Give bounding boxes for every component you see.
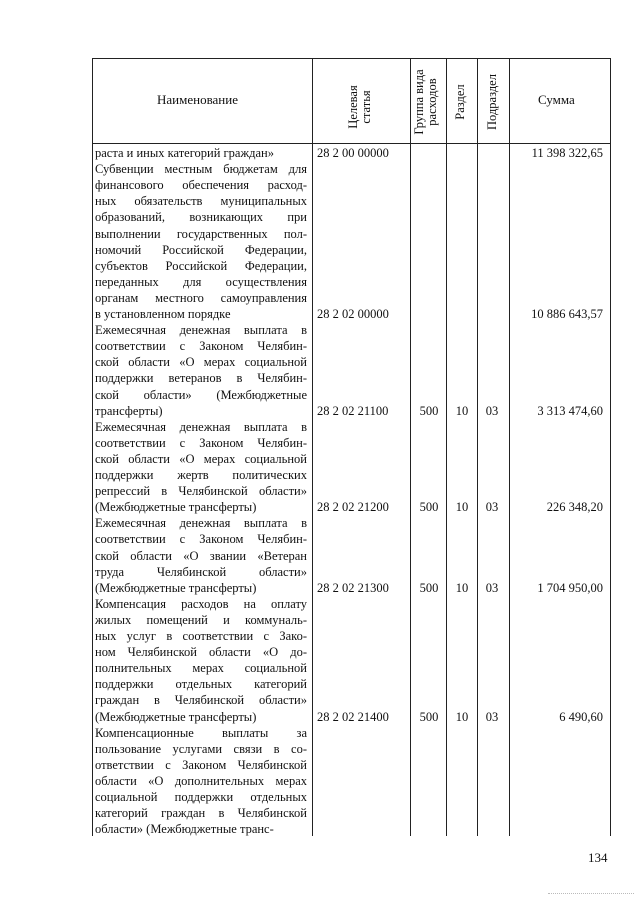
row-name-line: (Межбюджетные трансферты) xyxy=(95,500,257,515)
row-name-line: в установленном порядке xyxy=(95,307,231,321)
row-name-line: раста и иных категорий граждан» xyxy=(95,146,274,160)
row-name-line: номочий Российской Федерации, xyxy=(95,242,307,257)
row-name-line: социальной поддержки отдельных xyxy=(95,790,307,804)
row-name-line: поддержки отдельных категорий xyxy=(95,677,307,692)
row-sum: 3 313 474,60 xyxy=(537,403,603,418)
row-name-line: образований, возникающих при xyxy=(95,210,307,225)
row-sum: 6 490,60 xyxy=(559,709,603,724)
row-name-line: полнительных мерах социальной xyxy=(95,661,307,676)
row-name-line: области» (Межбюджетные транс- xyxy=(95,822,274,837)
page-number: 134 xyxy=(588,850,608,865)
row-name-line: соответствии с Законом Челябин- xyxy=(95,435,307,450)
row-name-line: органам местного самоуправления xyxy=(95,290,307,305)
row-name-line: трансферты) xyxy=(95,403,163,418)
row-expense-group: 500 xyxy=(419,709,439,724)
row-name-line: Компенсационные выплаты за xyxy=(95,725,307,740)
row-section: 10 xyxy=(455,500,469,515)
row-subsection: 03 xyxy=(485,500,499,515)
row-name-line: репрессий в Челябинской области» xyxy=(95,484,307,499)
table-border-top xyxy=(92,58,611,59)
row-name-line: жилых помещений и коммуналь- xyxy=(95,612,307,627)
table-border-right xyxy=(610,58,611,836)
row-name-line: финансового обеспечения расход- xyxy=(95,178,307,193)
row-name-line: Ежемесячная денежная выплата в xyxy=(95,419,307,434)
row-target-article: 28 2 02 21400 xyxy=(317,709,389,724)
row-name-line: пользование услугами связи в со- xyxy=(95,741,307,756)
row-name-line: ской области» (Межбюджетные xyxy=(95,387,307,402)
column-divider xyxy=(312,58,313,836)
row-name-line: выполнении государственных пол- xyxy=(95,226,307,241)
row-expense-group: 500 xyxy=(419,580,439,595)
table-border-left xyxy=(92,58,93,836)
row-name-line: поддержки ветеранов в Челябин- xyxy=(95,371,307,386)
row-name-line: Компенсация расходов на оплату xyxy=(95,596,307,611)
row-name-line: ской области «О мерах социальной xyxy=(95,451,307,466)
row-name-line: (Межбюджетные трансферты) xyxy=(95,709,257,724)
row-target-article: 28 2 00 00000 xyxy=(317,146,389,160)
row-sum: 10 886 643,57 xyxy=(531,307,603,321)
column-divider xyxy=(446,58,447,836)
row-sum: 11 398 322,65 xyxy=(531,146,603,160)
row-name-line: субъектов Российской Федерации, xyxy=(95,258,307,273)
row-section: 10 xyxy=(455,580,469,595)
row-name-line: ской области «О звании «Ветеран xyxy=(95,548,307,563)
row-name-line: ных обязательств муниципальных xyxy=(95,194,307,209)
row-name-line: Субвенции местным бюджетам для xyxy=(95,162,307,177)
row-name-line: ных услуг в соответствии с Зако- xyxy=(95,629,307,643)
header-target-article: Целевая статья xyxy=(346,85,373,129)
row-target-article: 28 2 02 21100 xyxy=(317,403,389,418)
column-divider xyxy=(410,58,411,836)
row-name-line: граждан в Челябинской области» xyxy=(95,693,307,708)
row-target-article: 28 2 02 21200 xyxy=(317,500,389,515)
row-name-line: ном Челябинской области «О до- xyxy=(95,645,307,660)
header-expense-group: Группа вида расходов xyxy=(412,69,439,135)
header-section: Раздел xyxy=(453,84,467,120)
row-name-line: переданных для осуществления xyxy=(95,274,307,289)
row-expense-group: 500 xyxy=(419,500,439,515)
row-name-line: области «О дополнительных мерах xyxy=(95,773,307,788)
row-name-line: категорий граждан в Челябинской xyxy=(95,806,307,821)
row-name-line: ской области «О мерах социальной xyxy=(95,355,307,370)
row-target-article: 28 2 02 00000 xyxy=(317,307,389,321)
row-subsection: 03 xyxy=(485,580,499,595)
header-name: Наименование xyxy=(157,92,238,107)
header-divider xyxy=(92,143,611,144)
header-sum: Сумма xyxy=(538,92,575,107)
row-section: 10 xyxy=(455,709,469,724)
row-name-line: труда Челябинской области» xyxy=(95,564,307,579)
row-sum: 226 348,20 xyxy=(546,500,603,515)
row-subsection: 03 xyxy=(485,403,499,418)
row-name-line: ответствии с Законом Челябинской xyxy=(95,757,307,772)
row-name-line: соответствии с Законом Челябин- xyxy=(95,532,307,547)
row-name-line: (Межбюджетные трансферты) xyxy=(95,580,257,595)
row-name-line: Ежемесячная денежная выплата в xyxy=(95,516,307,531)
row-subsection: 03 xyxy=(485,709,499,724)
header-subsection: Подраздел xyxy=(485,74,499,130)
row-sum: 1 704 950,00 xyxy=(537,580,603,595)
row-name-line: соответствии с Законом Челябин- xyxy=(95,339,307,354)
row-target-article: 28 2 02 21300 xyxy=(317,580,389,595)
row-name-line: поддержки жертв политических xyxy=(95,468,307,482)
column-divider xyxy=(509,58,510,836)
scan-artifact xyxy=(548,893,634,894)
row-name-line: Ежемесячная денежная выплата в xyxy=(95,323,307,338)
row-expense-group: 500 xyxy=(419,403,439,418)
row-section: 10 xyxy=(455,403,469,418)
column-divider xyxy=(477,58,478,836)
